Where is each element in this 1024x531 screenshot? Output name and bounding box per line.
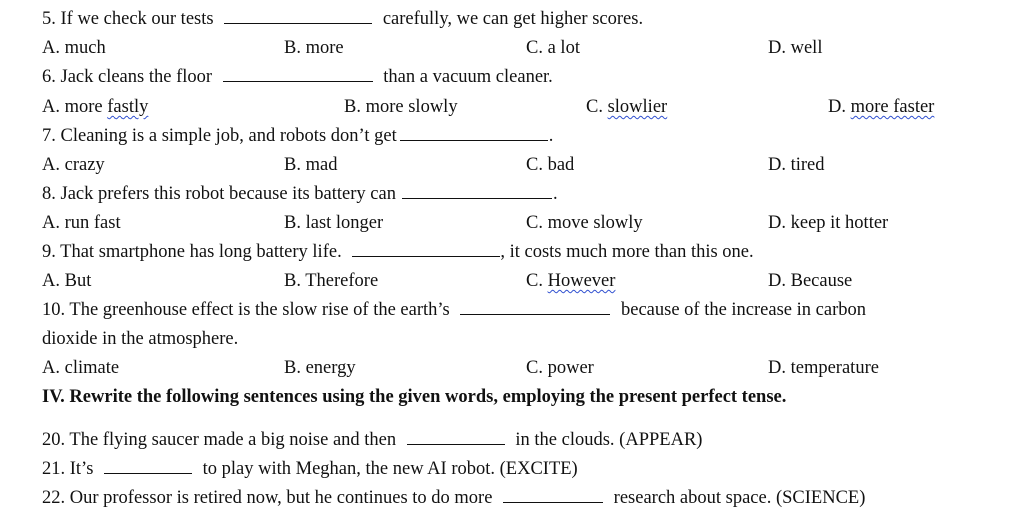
rewrite-22-stem-end: research about space. (SCIENCE) — [613, 488, 866, 508]
answer-blank[interactable] — [503, 488, 603, 503]
question-6-stem: 6. Jack cleans the floor — [42, 67, 213, 87]
spellcheck-flagged-word: fastly — [107, 97, 149, 117]
question-6 — [42, 66, 553, 88]
option-b: B. more slowly — [344, 97, 458, 117]
question-8-stem: 8. Jack prefers this robot because its battery can — [42, 184, 396, 204]
option-d: D. tired — [768, 155, 825, 175]
option-c: C. However — [526, 271, 616, 291]
option-a: A. more fastly — [42, 97, 149, 117]
question-10 — [42, 299, 866, 321]
question-9 — [42, 241, 754, 263]
rewrite-20 — [42, 429, 702, 451]
option-a: A. run fast — [42, 213, 121, 233]
question-5-stem-end: carefully, we can get higher scores. — [382, 9, 644, 29]
rewrite-22-stem: 22. Our professor is retired now, but he continues to do more — [42, 488, 493, 508]
spellcheck-flagged-word: However — [547, 271, 616, 291]
option-b: B. mad — [284, 155, 338, 175]
question-6-stem-end: than a vacuum cleaner. — [383, 67, 553, 87]
question-10-stem: 10. The greenhouse effect is the slow rise of the earth’s — [42, 300, 450, 320]
option-a: A. climate — [42, 358, 120, 378]
rewrite-20-stem-end: in the clouds. (APPEAR) — [515, 430, 703, 450]
option-a: A. But — [42, 271, 92, 291]
answer-blank[interactable] — [104, 459, 192, 474]
question-10-stem-end: because of the increase in carbon — [620, 300, 866, 320]
question-7-stem-end: . — [548, 126, 554, 146]
rewrite-22 — [42, 487, 865, 509]
question-5 — [42, 8, 643, 30]
option-a: A. much — [42, 38, 106, 58]
option-b: B. more — [284, 38, 344, 58]
rewrite-21-stem-end: to play with Meghan, the new AI robot. (EXCITE) — [202, 459, 578, 479]
rewrite-21-stem: 21. It’s — [42, 459, 94, 479]
option-b: B. last longer — [284, 213, 384, 233]
section-heading: IV. Rewrite the following sentences using the given words, employing the present perfect tense. — [42, 387, 787, 407]
spellcheck-flagged-word: more faster — [850, 97, 935, 117]
answer-blank[interactable] — [407, 430, 505, 445]
question-7 — [42, 125, 553, 147]
answer-blank[interactable] — [402, 184, 552, 199]
option-d: D. more faster — [828, 97, 935, 117]
option-b: B. energy — [284, 358, 356, 378]
answer-blank[interactable] — [460, 300, 610, 315]
option-c: C. a lot — [526, 38, 580, 58]
question-10-continued: dioxide in the atmosphere. — [42, 329, 239, 349]
option-d: D. temperature — [768, 358, 879, 378]
question-5-stem: 5. If we check our tests — [42, 9, 214, 29]
option-b: B. Therefore — [284, 271, 379, 291]
spellcheck-flagged-word: slowlier — [607, 97, 668, 117]
option-d: D. Because — [768, 271, 853, 291]
option-c: C. power — [526, 358, 594, 378]
option-d: D. well — [768, 38, 823, 58]
question-8-stem-end: . — [552, 184, 558, 204]
option-a: A. crazy — [42, 155, 105, 175]
question-8 — [42, 183, 558, 205]
answer-blank[interactable] — [224, 9, 372, 24]
option-c: C. bad — [526, 155, 575, 175]
option-c: C. move slowly — [526, 213, 643, 233]
question-9-stem: 9. That smartphone has long battery life. — [42, 242, 342, 262]
question-7-stem: 7. Cleaning is a simple job, and robots don’t get — [42, 126, 397, 146]
answer-blank[interactable] — [400, 126, 548, 141]
option-d: D. keep it hotter — [768, 213, 889, 233]
question-9-stem-end: , it costs much more than this one. — [500, 242, 754, 262]
rewrite-21 — [42, 458, 578, 480]
answer-blank[interactable] — [352, 242, 500, 257]
answer-blank[interactable] — [223, 67, 373, 82]
rewrite-20-stem: 20. The flying saucer made a big noise and then — [42, 430, 397, 450]
option-c: C. slowlier — [586, 97, 668, 117]
